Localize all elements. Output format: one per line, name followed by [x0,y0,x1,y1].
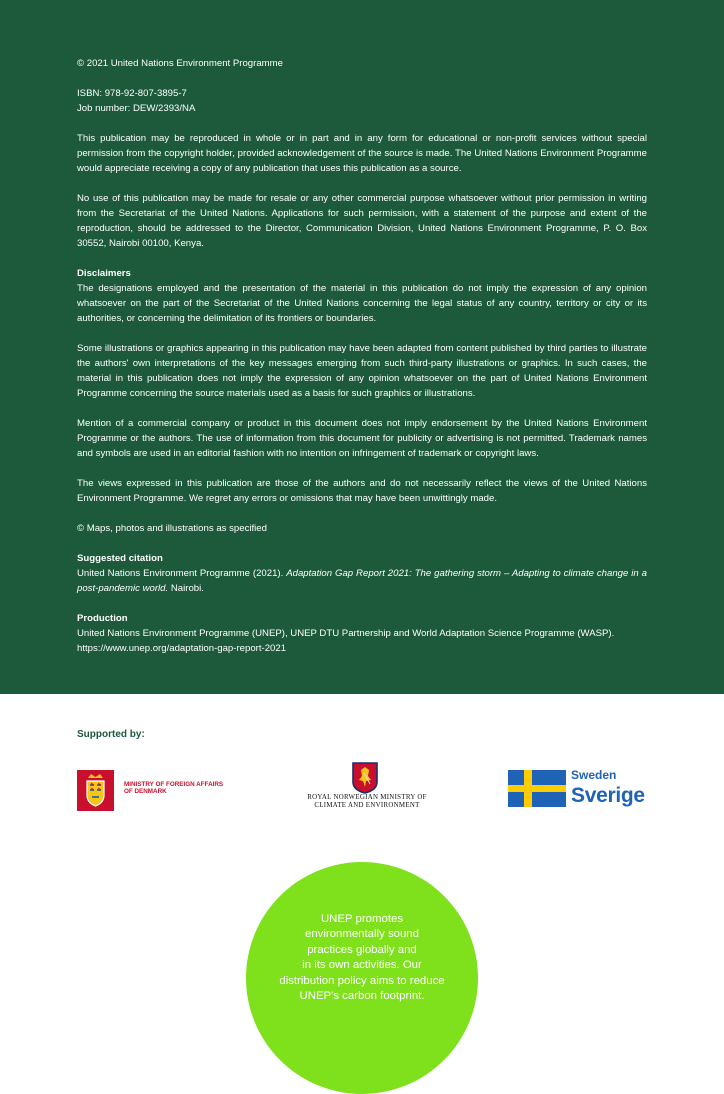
job-number-line: Job number: DEW/2393/NA [77,103,196,114]
citation-title: Adaptation Gap Report 2021: The gathering storm – Adapting to climate change in a post-pandemic world. [77,568,647,594]
supported-by-label: Supported by: [77,729,145,740]
norway-line-1: ROYAL NORWEGIAN MINISTRY OF [307,794,427,801]
disclaimer-paragraph: The views expressed in this publication are those of the authors and do not necessarily reflect the views of the United Nations Environment Programme. We regret any errors or omissions that may have been unwittingly made. [77,478,647,504]
eco-note-text [262,912,462,1004]
disclaimer-paragraph: Mention of a commercial company or product in this document does not imply endorsement by the United Nations Environment Programme or the authors. The use of information from this document for publicity or advertising is not permitted. Trademark names and symbols are used in an editorial fashion with no intention on infringement of trademark or copyright laws. [77,418,647,459]
norway-ministry-logo [291,762,443,818]
norwegian-coat-of-arms-icon [352,762,378,794]
sweden-logo [508,767,653,811]
eco-note-line: distribution policy aims to reduce [279,974,445,987]
eco-note-line: UNEP's carbon footprint. [299,990,425,1003]
disclaimer-paragraph: The designations employed and the presentation of the material in this publication do not imply the expression of any opinion whatsoever on the part of the Secretariat of the United Nations concerning the legal status of any country, territory or city or its authorities, or concerning the delimitation of its frontiers or boundaries. [77,283,647,324]
citation-suffix: Nairobi. [168,583,204,594]
citation-prefix: United Nations Environment Programme (2021). [77,568,287,579]
disclaimers-heading: Disclaimers [77,268,131,279]
danish-crest-icon [77,770,114,811]
denmark-ministry-name [124,781,223,795]
norway-line-2: CLIMATE AND ENVIRONMENT [314,801,420,809]
production-text: United Nations Environment Programme (UNEP), UNEP DTU Partnership and World Adaptation Science Programme (WASP). [77,628,615,639]
swedish-flag-icon [508,770,566,807]
norway-ministry-name [291,794,443,809]
eco-note-line: in its own activities. Our [302,959,422,972]
reproduction-paragraph: This publication may be reproduced in whole or in part and in any form for educational or non-profit services without special permission from the copyright holder, provided acknowledgement of the source is made. The United Nations Environment Programme would appreciate receiving a copy of any publication that uses this publication as a source. [77,133,647,174]
sweden-english-name: Sweden [571,768,617,782]
sweden-swedish-name: Sverige [571,784,645,807]
production-url[interactable]: https://www.unep.org/adaptation-gap-report-2021 [77,643,287,654]
maps-credit: © Maps, photos and illustrations as specified [77,523,267,534]
eco-note-line: UNEP promotes [320,913,404,925]
eco-note-line: environmentally sound [305,928,419,941]
denmark-line-1: MINISTRY OF FOREIGN AFFAIRS [124,781,224,788]
imprint-text [77,56,647,656]
production-heading: Production [77,613,128,624]
isbn-line: ISBN: 978-92-807-3895-7 [77,88,187,99]
citation-text [77,566,647,596]
denmark-ministry-logo [77,770,247,812]
eco-note-line: practices globally and [307,943,417,956]
copyright-line: © 2021 United Nations Environment Programme [77,58,283,69]
citation-heading: Suggested citation [77,553,163,564]
denmark-line-2: OF DENMARK [124,788,167,795]
resale-paragraph: No use of this publication may be made for resale or any other commercial purpose whatsoever without prior permission in writing from the Secretariat of the United Nations. Applications for such permission, with a statement of the purpose and extent of the reproduction, should be addressed to the Director, Communication Division, United Nations Environment Programme, P. O. Box 30552, Nairobi 00100, Kenya. [77,193,647,249]
disclaimer-paragraph: Some illustrations or graphics appearing in this publication may have been adapted from content published by third parties to illustrate the authors' own interpretations of the key messages emerging from such third-party illustrations or graphics. In such cases, the material in this publication does not imply the expression of any opinion whatsoever on the part of United Nations Environment Programme concerning the source materials used as a basis for such graphics or illustrations. [77,343,647,399]
